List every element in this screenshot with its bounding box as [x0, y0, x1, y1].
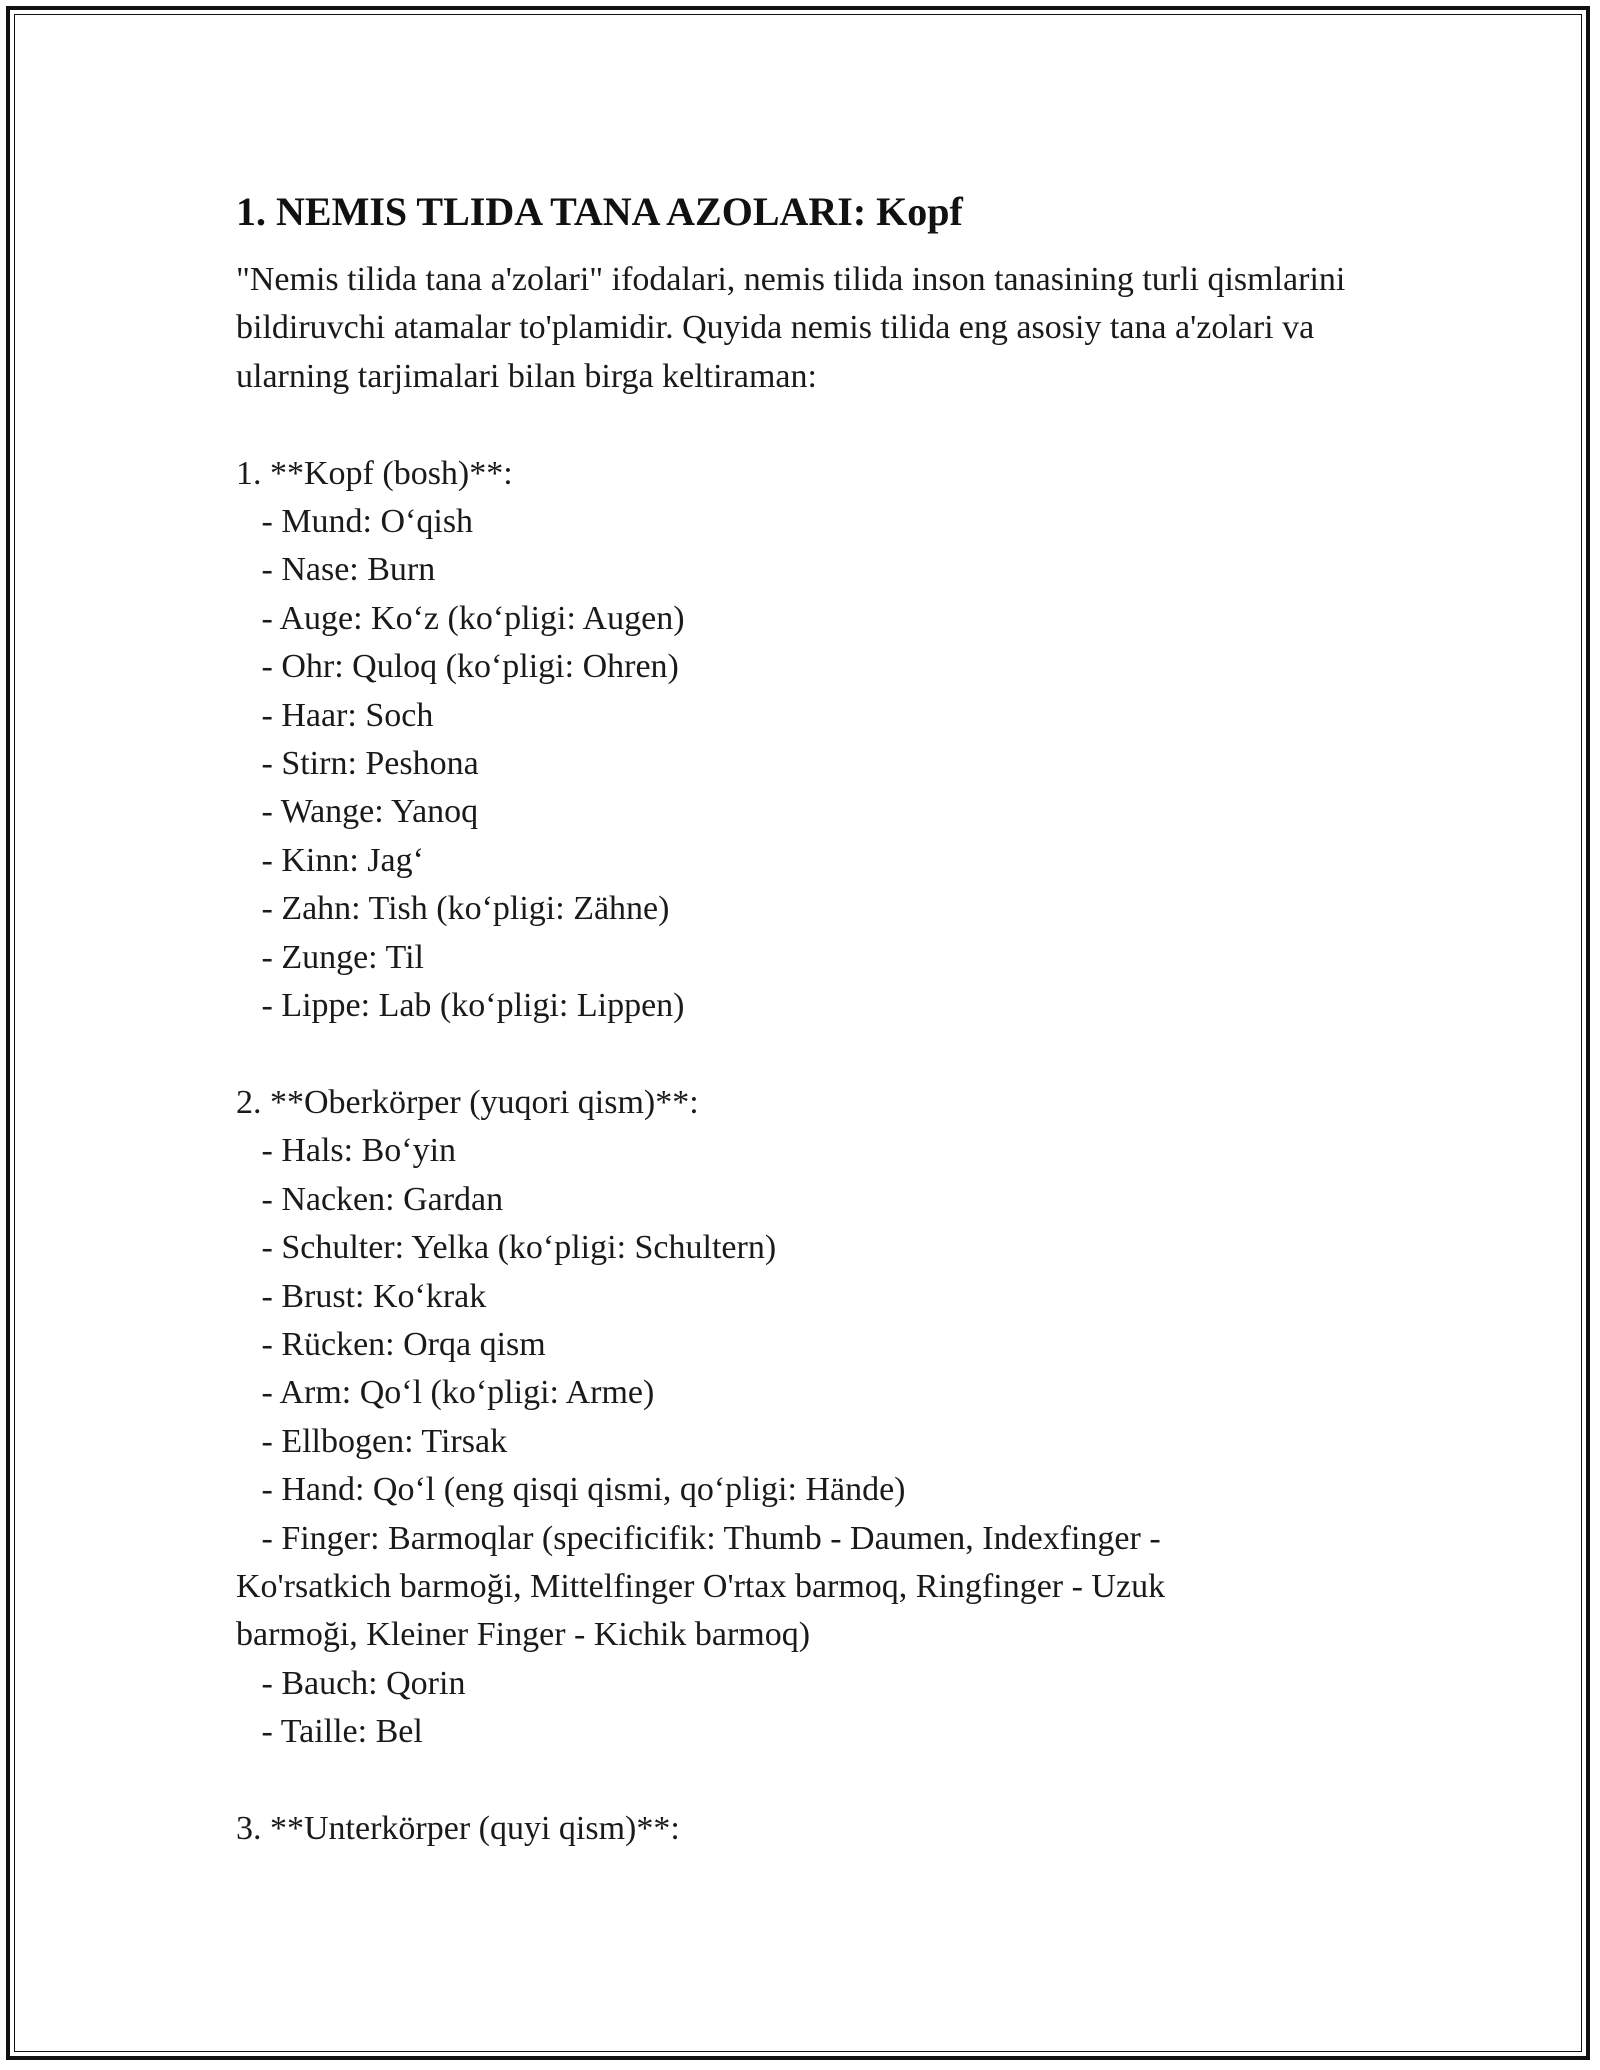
- list-item: - Hals: Bo‘yin: [236, 1132, 457, 1170]
- section-kopf: [236, 450, 1376, 1031]
- list-item: - Rücken: Orqa qism: [236, 1325, 546, 1363]
- section-title: 1. **Kopf (bosh)**:: [236, 454, 513, 492]
- section-title: 3. **Unterkörper (quyi qism)**:: [236, 1809, 680, 1847]
- list-item-continuation: barmoği, Kleiner Finger - Kichik barmoq): [236, 1616, 811, 1654]
- document-heading: 1. NEMIS TLIDA TANA AZOLARI: Kopf: [236, 189, 963, 234]
- list-item: - Wange: Yanoq: [236, 793, 479, 831]
- list-item: - Stirn: Peshona: [236, 745, 479, 783]
- list-item: - Kinn: Jag‘: [236, 841, 424, 879]
- list-item: - Mund: O‘qish: [236, 503, 474, 541]
- list-item: - Nase: Burn: [236, 551, 436, 589]
- list-item: - Schulter: Yelka (ko‘pligi: Schultern): [236, 1229, 777, 1267]
- list-item: - Brust: Ko‘krak: [236, 1277, 487, 1315]
- list-item-continuation: Ko'rsatkich barmoği, Mittelfinger O'rtax barmoq, Ringfinger - Uzuk: [236, 1567, 1166, 1605]
- list-item: - Arm: Qo‘l (ko‘pligi: Arme): [236, 1374, 655, 1412]
- list-item: - Lippe: Lab (ko‘pligi: Lippen): [236, 987, 685, 1025]
- blank-line: [236, 401, 1376, 449]
- list-item: - Hand: Qo‘l (eng qisqi qismi, qo‘pligi: Hände): [236, 1471, 906, 1509]
- list-item: - Bauch: Qorin: [236, 1664, 466, 1702]
- list-item: - Haar: Soch: [236, 696, 434, 734]
- section-unterkorper: [236, 1805, 1376, 1853]
- blank-line: [236, 1757, 1376, 1805]
- list-item: - Ohr: Quloq (ko‘pligi: Ohren): [236, 648, 679, 686]
- document-body: [236, 186, 1376, 1853]
- list-item: - Taille: Bel: [236, 1713, 423, 1751]
- list-item: - Nacken: Gardan: [236, 1180, 504, 1218]
- list-item: - Zahn: Tish (ko‘pligi: Zähne): [236, 890, 670, 928]
- list-item: - Ellbogen: Tirsak: [236, 1422, 508, 1460]
- list-item: - Auge: Ko‘z (ko‘pligi: Augen): [236, 599, 685, 637]
- blank-line: [236, 1030, 1376, 1078]
- section-title: 2. **Oberkörper (yuqori qism)**:: [236, 1083, 699, 1121]
- section-oberkorper: [236, 1079, 1376, 1757]
- list-item: - Zunge: Til: [236, 938, 424, 976]
- list-item: - Finger: Barmoqlar (specificifik: Thumb - Daumen, Indexfinger -: [236, 1519, 1161, 1557]
- intro-paragraph: "Nemis tilida tana a'zolari" ifodalari, nemis tilida inson tanasining turli qismlarini bildiruvchi atamalar to'plamidir. Quyida nemis tilida eng asosiy tana a'zolari va ularning tarjimalari bilan birga keltiraman:: [236, 261, 1346, 395]
